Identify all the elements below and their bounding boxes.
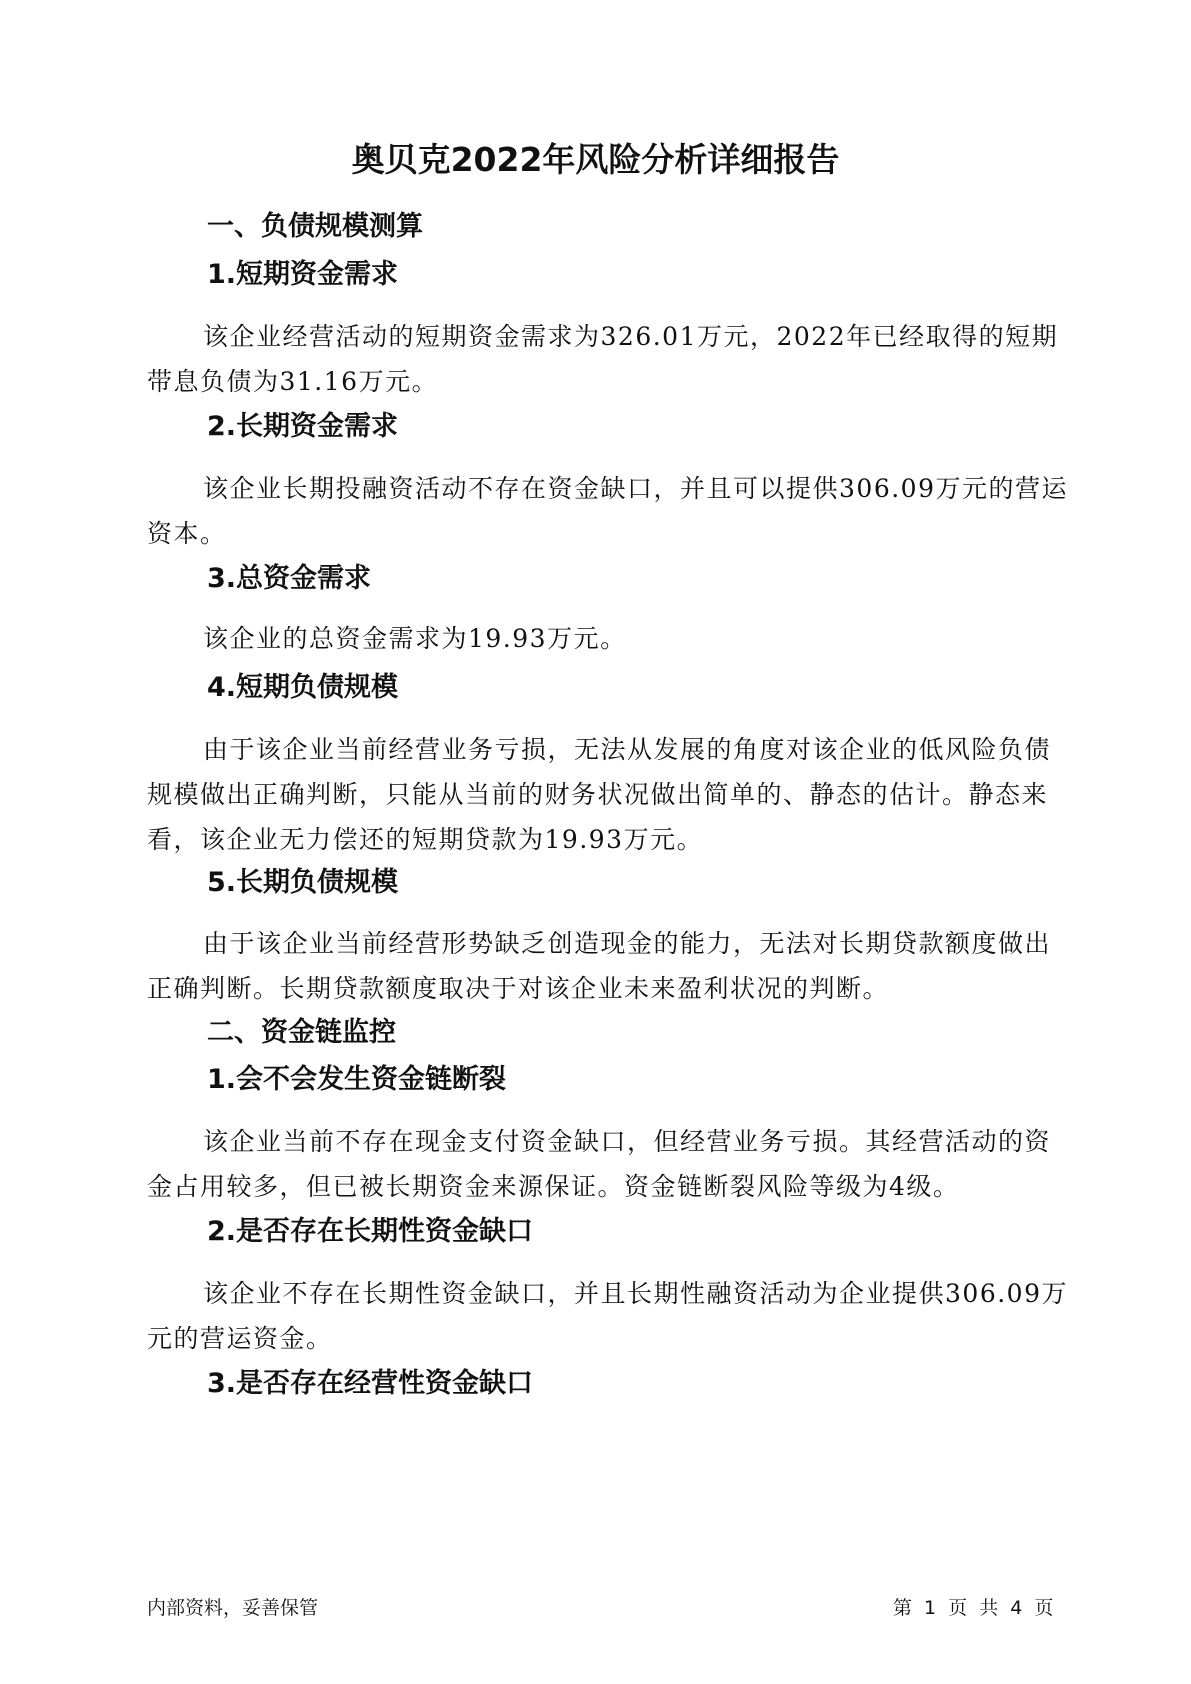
report-title: 奥贝克2022年风险分析详细报告: [351, 140, 840, 179]
section-heading-cash-chain: 二、资金链监控: [207, 1017, 396, 1048]
subheading-chain-break: 1.会不会发生资金链断裂: [207, 1064, 507, 1095]
subheading-short-term-debt: 4.短期负债规模: [207, 672, 399, 703]
section-heading-debt-scale: 一、负债规模测算: [207, 211, 423, 242]
paragraph-long-term-funding: 该企业长期投融资活动不存在资金缺口，并且可以提供306.09万元的营运资本。: [147, 474, 1068, 548]
subheading-operating-gap: 3.是否存在经营性资金缺口: [207, 1368, 534, 1399]
subheading-long-term-gap: 2.是否存在长期性资金缺口: [207, 1216, 534, 1247]
paragraph-long-term-gap: 该企业不存在长期性资金缺口，并且长期性融资活动为企业提供306.09万元的营运资金。: [147, 1279, 1068, 1353]
paragraph-long-term-debt: 由于该企业当前经营形势缺乏创造现金的能力，无法对长期贷款额度做出正确判断。长期贷款额度取决于对该企业未来盈利状况的判断。: [147, 929, 1052, 1003]
footer-page-number: 第 1 页 共 4 页: [893, 1597, 1054, 1619]
subheading-long-term-funding: 2.长期资金需求: [207, 411, 399, 442]
paragraph-short-term-funding: 该企业经营活动的短期资金需求为326.01万元，2022年已经取得的短期带息负债为31.16万元。: [147, 322, 1059, 396]
subheading-short-term-funding: 1.短期资金需求: [207, 259, 399, 290]
paragraph-total-funding: 该企业的总资金需求为19.93万元。: [203, 624, 627, 653]
subheading-long-term-debt: 5.长期负债规模: [207, 867, 399, 898]
subheading-total-funding: 3.总资金需求: [207, 563, 372, 594]
paragraph-short-term-debt: 由于该企业当前经营业务亏损，无法从发展的角度对该企业的低风险负债规模做出正确判断，只能从当前的财务状况做出简单的、静态的估计。静态来看，该企业无力偿还的短期贷款为19.93万元。: [147, 735, 1052, 854]
footer-confidential-note: 内部资料，妥善保管: [147, 1597, 319, 1619]
paragraph-chain-break: 该企业当前不存在现金支付资金缺口，但经营业务亏损。其经营活动的资金占用较多，但已被长期资金来源保证。资金链断裂风险等级为4级。: [147, 1127, 1052, 1201]
